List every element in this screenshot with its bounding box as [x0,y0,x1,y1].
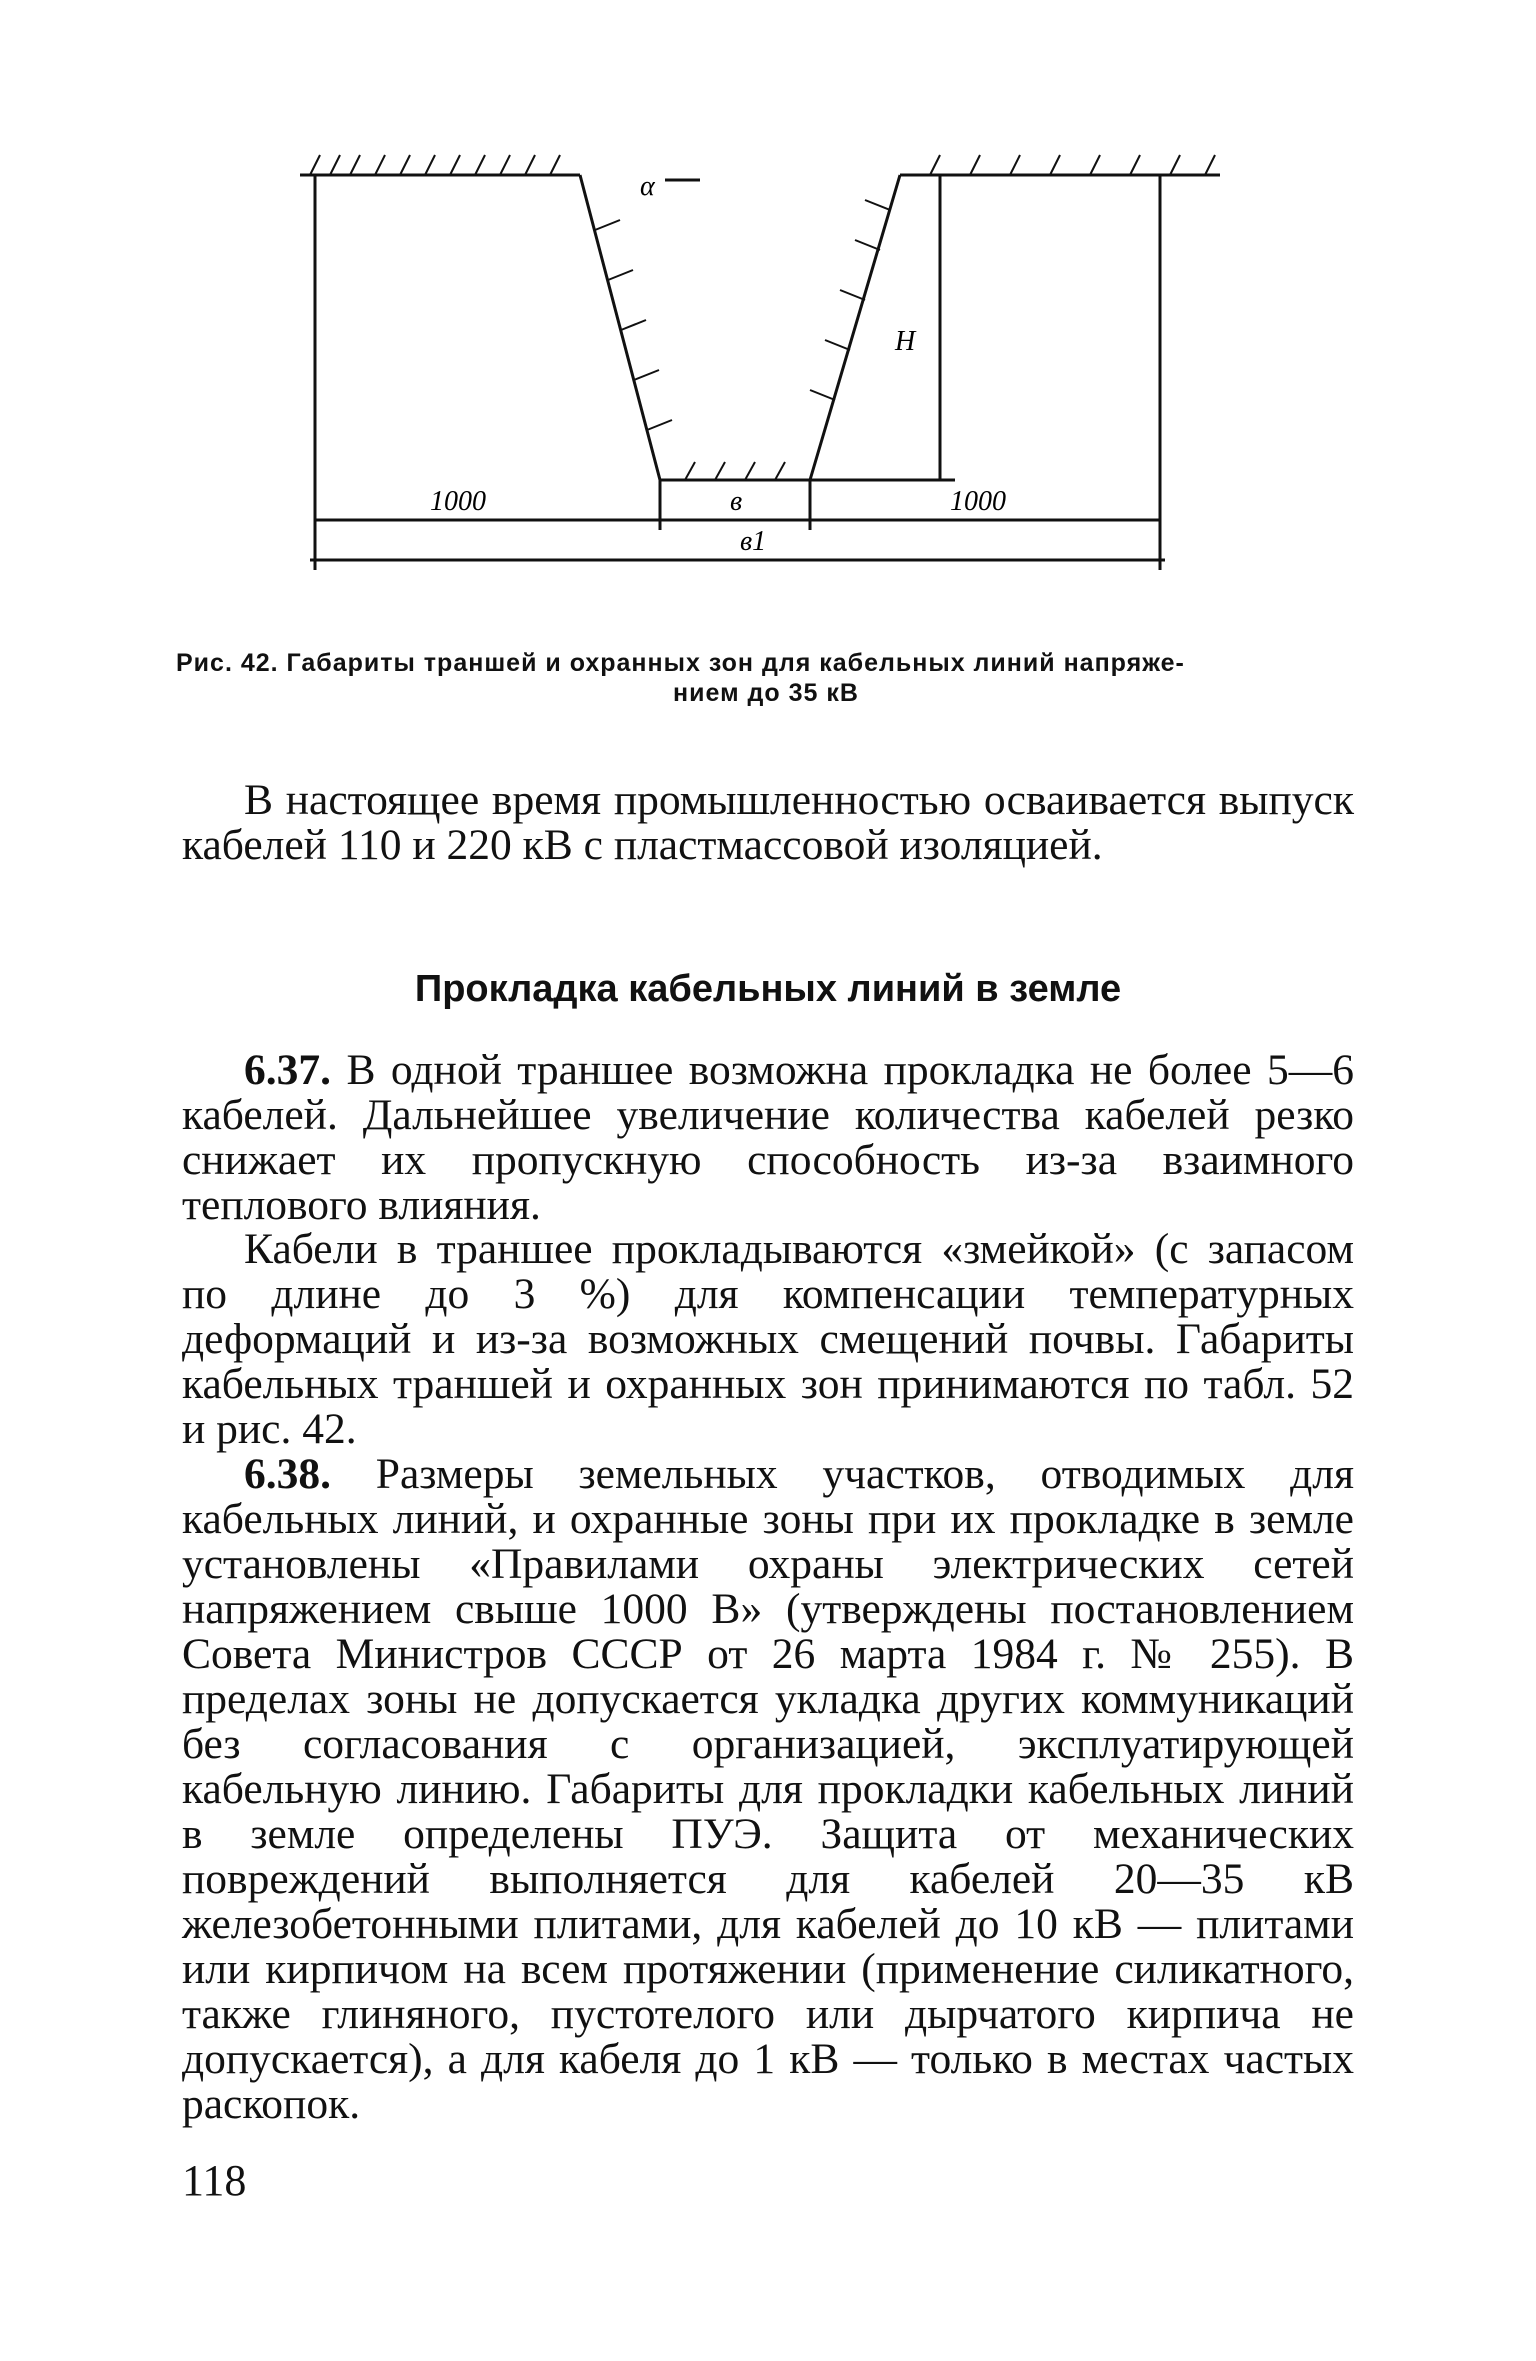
paragraph-number: 6.38. [244,1450,331,1498]
paragraph-6-37-cont: Кабели в траншее прокладываются «змейкой» (с запасом по длине до 3 %) для компенсации температурных деформаций и из-за возможных смещений почвы. Габариты кабельных траншей и охранных зон принимаются по табл. 52 и рис. 42. [182,1225,1354,1453]
paragraph-6-38: 6.38. Размеры земельных участков, отводимых для кабельных линий, и охранные зоны при их прокладке в земле установлены «Правилами охраны электрических сетей напряжением свыше 1000 В» (утверждены постановлением Совета Министров СССР от 26 марта 1984 г. № 255). В пределах зоны не допускается укладка других коммуникаций без согласования с организацией, эксплуатирующей кабельную линию. Габариты для прокладки кабельных линий в земле определены ПУЭ. Защита от механических повреждений выполняется для кабелей 20—35 кВ железобетонными плитами, для кабелей до 10 кВ — плитами или кирпичом на всем протяжении (применение силикатного, также глиняного, пустотелого или дырчатого кирпича не допускается), а для кабеля до 1 кВ — только в местах частых раскопок. [182,1450,1354,2128]
section-heading: Прокладка кабельных линий в земле [414,968,1122,1010]
figure-caption [176,648,1356,708]
paragraph-6-37: 6.37. В одной траншее возможна прокладка не более 5—6 кабелей. Дальнейшее увеличение количества кабелей резко снижает их пропускную способность из-за взаимного теплового влияния. [182,1046,1354,1229]
intro-paragraph: В настоящее время промышленностью осваивается выпуск кабелей 110 и 220 кВ с пластмассовой изоляцией. [182,776,1354,869]
trench-diagram [290,150,1230,650]
page-number: 118 [182,2156,247,2205]
right-width-label: 1000 [950,486,1006,517]
total-width-label: в1 [740,526,767,557]
caption-line-2: нием до 35 кВ [673,679,859,707]
paragraph-number: 6.37. [244,1046,331,1094]
caption-line-1: Рис. 42. Габариты траншей и охранных зон для кабельных линий напряже- [176,649,1185,677]
h-label: H [895,326,916,357]
left-width-label: 1000 [430,486,486,517]
alpha-label: α [640,171,655,202]
bottom-width-label: в [730,486,743,517]
